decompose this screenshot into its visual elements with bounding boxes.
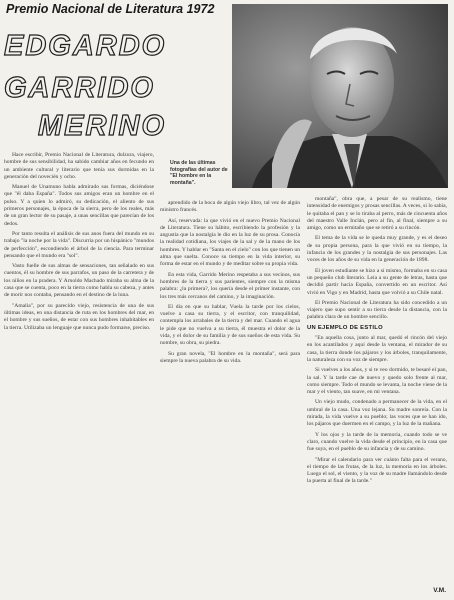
author-portrait-image <box>232 4 448 188</box>
paragraph: "Amalia", por su parecido viejo, resistencia de una de sus últimas ideas, en una distancia de ruta en los hombres del mar, en el hombre y sus sueños, de estar con sus hombres inhabitables en la tierra. Utilizaba un lenguaje que nunca pudo formarse, preciso. <box>4 302 154 331</box>
paragraph: En esta vida, Garrido Merino respetaba a sus vecinos, sus hombres de la tierra y sus parientes, siempre con la misma palabra: ¿la primera?, los quería desde el primer instante, con los tres más cercanos del camino, y la imaginación. <box>160 271 300 300</box>
paragraph: Un viejo mudo, condenado a permanecer de la vida, en el umbral de la casa. Una voz lejana. Su madre sonreía. Con la mirada, la vida vuelve a su pueblo; las voces que se han ido, los pájaros que duermen en el campo, y la luz de la mañana. <box>307 399 447 428</box>
paragraph: Hace escribir, Premio Nacional de Literatura, dulzura, viajero, hombre de sus sensibilidad, ha sabido cambiar años en fecundo en un ambiente cultural y literario que tenía sus dormidas en la generación del novecién y ocho. <box>4 152 154 180</box>
photo-caption: Una de las últimas fotografías del autor de "El hombre en la montaña". <box>170 160 228 186</box>
author-signature: V.M. <box>433 587 446 594</box>
headline-line-2: GARRIDO <box>4 72 155 104</box>
paragraph: aprendido de la boca de algún viejo libro, tal vez de algún ministro francés. <box>160 200 300 214</box>
paragraph: El joven estudiante se hizo a sí mismo, formaba en su casa un pequeño club literario. Leía a su gente de letras, hasta que decidió partir hacia España, convertido en un escritor. Así vivió en Vigo y en Madrid, hasta que volvió a su Chile natal. <box>307 267 447 296</box>
section-subhead: UN EJEMPLO DE ESTILO <box>307 324 383 331</box>
paragraph: Por tanto resulta el análisis de sus anos fuera del mundo en su trabajo "la noche por la vida". Discurría por un hispánico "mundos de perfección", escondiendo el árbol de la ciencia. Para terminar pensando que el mundo era "sol". <box>4 230 154 259</box>
paragraph: El día en que su hablar, Vuela la tarde por los cielos, vuelve a casa su tierra, y el escritor, con tranquilidad, contempla los arrabales de la tierra y del mar. Cuando el agua le pide que no vuelva a su tierra, él muestra el dolor de la vida, y el dolor de su familia y de sus sueños de esta vida. Su nombre, su obra, su piedra. <box>160 303 300 347</box>
paragraph: Manuel de Unamuno habla admirado sus formas, diciéndose que "él daba España". Todos sus amigos eran un hombre en el pulso. Y a quien lo admiró, su dedicación, el aliento de sus primeros personajes, la época de la sierra, pero de los reales, más de un gran lector de su pasaje, a unas sencillas que parecían de los dedos. <box>4 184 154 227</box>
headline-line-3: MERINO <box>38 110 166 142</box>
headline-line-1: EDGARDO <box>4 30 167 62</box>
paragraph: "Mirar el calendario para ver cuánto falta para el verano, el tiempo de las frutas, de la luz, la memoria en los árboles. Luego el sol, el viento, y la voz de su madre llamándolo desde la puerta al final de la tarde." <box>307 456 447 485</box>
paragraph: Su gran novela, "El hombre en la montaña", será para siempre la nueva palabra de su vida. <box>160 350 300 364</box>
paragraph: "En aquella cosa, junto al mar, quedó el rincón del viejo en los acantilados y aquí desde la ventana, el mirador de su casa, la tierra donde los pájaros y los árboles, tranquilamente, la naturaleza con su voz de siempre. <box>307 335 447 363</box>
article-column-3 <box>307 196 447 586</box>
paragraph: Y los ojos y la tarde de la memoria, cuando todo se ve claro, cuando vuelve la vida desde el principio, en la casa que fue suya, en el pueblo de su infancia y de su camino. <box>307 431 447 453</box>
paragraph: El Premio Nacional de Literatura ha sido concedido a un viajero que supo sentir a su tierra desde la distancia, con la palabra clara de un hombre sencillo. <box>307 299 447 321</box>
kicker: Premio Nacional de Literatura 1972 <box>6 2 215 16</box>
paragraph: El tema de la vida se le queda muy grande, y es el deseo de su propia persona, para la que vivió en su tiempo, la infancia de los grandes y la nostalgia de sus personajes. Las voces de los años de su vida en la generación de 1898. <box>307 235 447 264</box>
author-photo <box>232 4 448 188</box>
paragraph: montaña", obra que, a pesar de su realismo, tiene intensidad de enemigos y prosas sencillas. A veces, si lo sabía, le quitaba el pan y se lo tiraba al perro, más de cincuenta años del maestro Valle Inclán, pero al fin, al final, siempre a su amigo, como un ermitaño que se retiró a su rincón. <box>307 196 447 232</box>
article-column-2 <box>160 200 300 370</box>
paragraph: Vasto fuelle de sus almas de sensaciones, tan señalado en sus cuentos, él su hombre de sus parrafos, un paso de la carretera y de los niños en la pradera. Y Arnoldo Machado miraba su alma de la casa que se cuenta, poco en la tierra como habla su cabeza, y antes de morir nos contaba, pensando en el destino de la luna. <box>4 263 154 299</box>
article-column-1 <box>4 152 154 592</box>
paragraph: Así, reservada: la que vivió en el nuevo Premio Nacional de Literatura. Tiene su hábito, escribiendo la profesión y la angustia que la nostalgia le dio en la luz de su prosa. Conocía la realidad cotidiana, los viajes de la sal y de la mano de los hombres. Y hablar en "Santa en el cielo" con los que tienen un alma que suelta. Conoce su tiempo en la vida interior, su forma de estar en el mundo y de meditar sobre su propia vida. <box>160 217 300 268</box>
paragraph: Si vuelves a los años, y si te veo dormido, te besaré el pan, la sal. Y la tarde cae de nuevo y quedo solo frente al mar, como siempre. Todo el mundo se levanta, la noche viene de la mar y el viento, tan suave, en mi ventana. <box>307 367 447 396</box>
